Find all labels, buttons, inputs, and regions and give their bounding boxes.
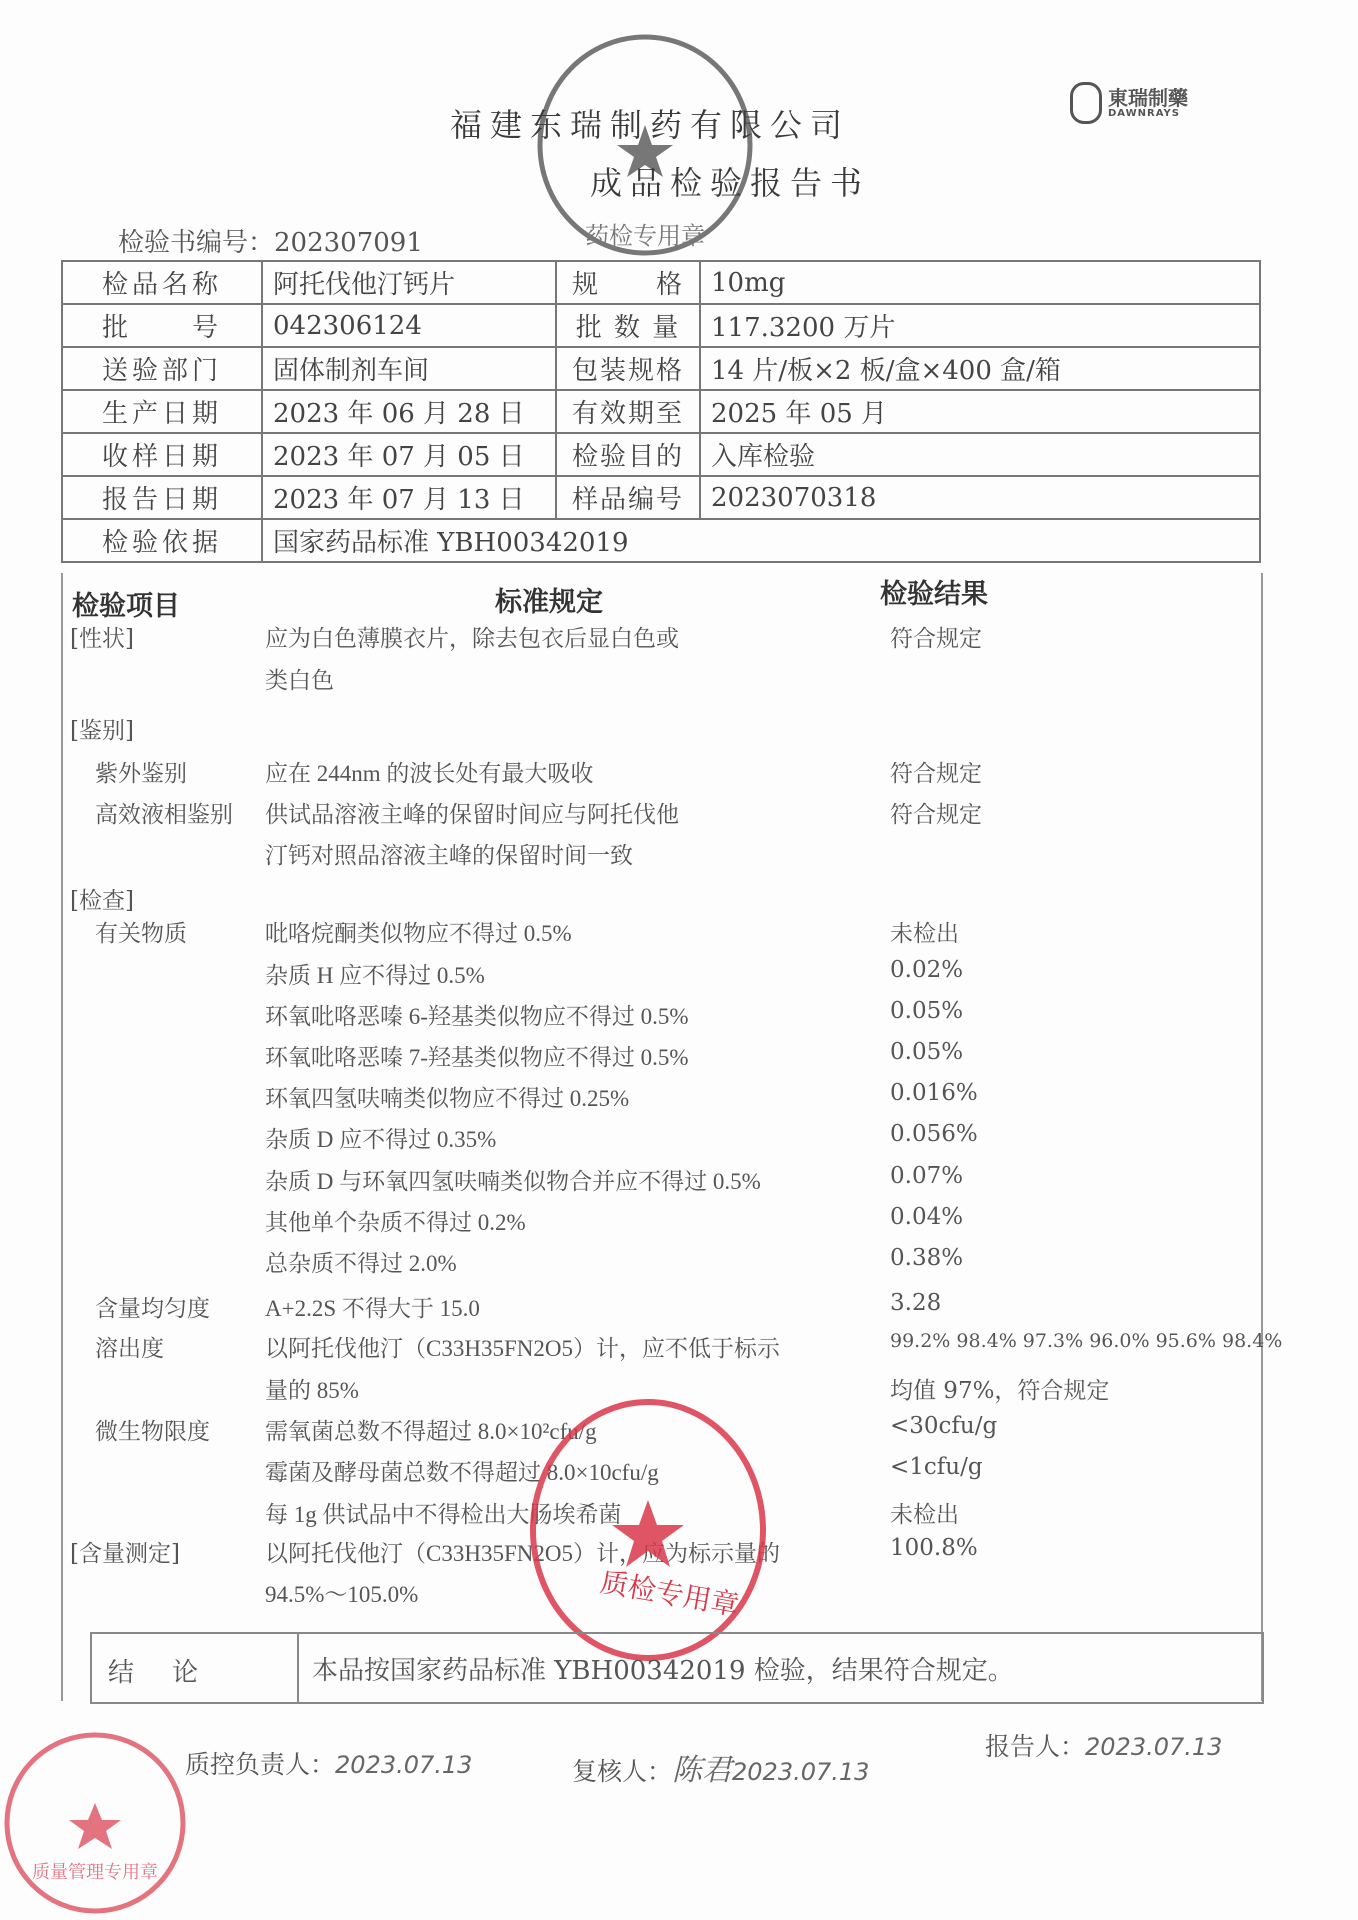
logo-mark-icon (1070, 82, 1102, 124)
test-result: 未检出 (890, 1502, 959, 1528)
test-result: 100.8% (890, 1535, 978, 1561)
info-label: 报告日期 (62, 476, 262, 519)
qc-seal-stamp (518, 1395, 778, 1665)
info-value: 2023 年 07 月 13 日 (262, 476, 556, 519)
conclusion-label: 结 论 (108, 1658, 205, 1688)
test-standard: 应为白色薄膜衣片，除去包衣后显白色或 (265, 626, 679, 651)
test-standard: 杂质 D 应不得过 0.35% (265, 1127, 497, 1152)
test-standard: 需氧菌总数不得超过 8.0×10²cfu/g (265, 1419, 597, 1444)
info-label: 包装规格 (556, 347, 700, 390)
test-result: 0.04% (890, 1204, 964, 1230)
reporter-label: 报告人： (985, 1732, 1086, 1761)
svg-text:药检专用章: 药检专用章 (585, 222, 705, 250)
report-number (118, 222, 423, 259)
test-result: 99.2% 98.4% 97.3% 96.0% 95.6% 98.4% (890, 1330, 1283, 1352)
info-value: 阿托伐他汀钙片 (262, 261, 556, 304)
svg-text:质检专用章: 质检专用章 (597, 1565, 742, 1623)
info-row (62, 433, 1260, 476)
info-label: 收样日期 (62, 433, 262, 476)
column-header-item: 检验项目 (72, 591, 180, 622)
info-label: 有效期至 (556, 390, 700, 433)
info-label: 批 号 (62, 304, 262, 347)
conclusion-row (90, 1632, 1264, 1704)
review-label: 复核人： (572, 1757, 673, 1786)
test-result: 均值 97%，符合规定 (890, 1378, 1110, 1404)
test-standard: 杂质 H 应不得过 0.5% (265, 963, 485, 988)
test-standard: 总杂质不得过 2.0% (265, 1251, 457, 1276)
info-value: 2023 年 06 月 28 日 (262, 390, 556, 433)
test-result: 0.02% (890, 957, 964, 983)
test-standard: 环氧吡咯恶嗪 6-羟基类似物应不得过 0.5% (265, 1004, 689, 1029)
conclusion-text: 本品按国家药品标准 YBH00342019 检验，结果符合规定。 (312, 1656, 1014, 1686)
test-item-name: [性状] (70, 626, 134, 652)
logo-text-cn: 東瑞制藥 (1108, 85, 1188, 110)
info-label: 规 格 (556, 261, 700, 304)
test-standard: 94.5%～105.0% (265, 1582, 419, 1607)
info-value: 2023070318 (700, 476, 1260, 519)
info-label: 样品编号 (556, 476, 700, 519)
test-item-name: 高效液相鉴别 (95, 802, 233, 828)
test-result: <30cfu/g (890, 1413, 998, 1439)
test-item-name: 含量均匀度 (95, 1296, 210, 1322)
review-signature (572, 1745, 869, 1789)
quality-management-seal-stamp (0, 1728, 210, 1918)
info-value: 14 片/板×2 板/盒×400 盒/箱 (700, 347, 1260, 390)
product-info-table (61, 260, 1261, 563)
test-item-name: 紫外鉴别 (95, 761, 187, 787)
info-row (62, 347, 1260, 390)
info-label: 批 数 量 (556, 304, 700, 347)
info-label: 生产日期 (62, 390, 262, 433)
info-row (62, 304, 1260, 347)
info-row (62, 261, 1260, 304)
reporter-date: 2023.07.13 (1085, 1733, 1223, 1761)
report-number-label: 检验书编号： (118, 228, 275, 258)
test-result: <1cfu/g (890, 1454, 983, 1480)
test-standard: 其他单个杂质不得过 0.2% (265, 1210, 526, 1235)
reporter-signature (985, 1727, 1222, 1763)
test-standard: 吡咯烷酮类似物应不得过 0.5% (265, 921, 572, 946)
info-value: 2025 年 05 月 (700, 390, 1260, 433)
test-standard: 环氧吡咯恶嗪 7-羟基类似物应不得过 0.5% (265, 1045, 689, 1070)
test-item-name: 溶出度 (95, 1336, 164, 1362)
test-standard: 以阿托伐他汀（C33H35FN2O5）计，应为标示量的 (265, 1541, 780, 1566)
test-standard: 量的 85% (265, 1378, 359, 1403)
test-standard: A+2.2S 不得大于 15.0 (265, 1296, 480, 1321)
info-label: 检品名称 (62, 261, 262, 304)
logo-text-en: DAWNRAYS (1108, 107, 1180, 119)
test-item-name: 微生物限度 (95, 1419, 210, 1445)
review-signature-name: 陈君 (672, 1753, 733, 1788)
info-value: 入库检验 (700, 433, 1260, 476)
info-value: 042306124 (262, 304, 556, 347)
test-result: 3.28 (890, 1290, 942, 1316)
test-item-name: [鉴别] (70, 718, 134, 744)
basis-label: 检验依据 (62, 519, 262, 562)
test-item-name: [检查] (70, 888, 134, 914)
qc-label: 质控负责人： (185, 1750, 336, 1779)
test-standard: 以阿托伐他汀（C33H35FN2O5）计，应不低于标示 (265, 1336, 780, 1361)
test-standard: 杂质 D 与环氧四氢呋喃类似物合并应不得过 0.5% (265, 1169, 761, 1194)
test-standard: 类白色 (265, 668, 334, 693)
review-date: 2023.07.13 (732, 1758, 870, 1786)
report-number-value: 202307091 (274, 228, 423, 258)
test-item-name: 有关物质 (95, 921, 187, 947)
svg-text:质量管理专用章: 质量管理专用章 (32, 1862, 158, 1883)
test-standard: 供试品溶液主峰的保留时间应与阿托伐他 (265, 802, 679, 827)
info-value: 固体制剂车间 (262, 347, 556, 390)
test-result: 0.05% (890, 1039, 964, 1065)
basis-value: 国家药品标准 YBH00342019 (262, 519, 1260, 562)
report-title: 成品检验报告书 (589, 164, 870, 202)
column-header-result: 检验结果 (880, 579, 988, 610)
test-standard: 应在 244nm 的波长处有最大吸收 (265, 761, 594, 786)
info-value: 10mg (700, 261, 1260, 304)
test-item-name: [含量测定] (70, 1541, 180, 1567)
test-standard: 每 1g 供试品中不得检出大肠埃希菌 (265, 1502, 622, 1527)
test-result: 符合规定 (890, 761, 982, 787)
info-value: 117.3200 万片 (700, 304, 1260, 347)
test-standard: 环氧四氢呋喃类似物应不得过 0.25% (265, 1086, 630, 1111)
test-result: 0.38% (890, 1245, 964, 1271)
test-result: 未检出 (890, 921, 959, 947)
column-header-standard: 标准规定 (495, 587, 603, 618)
company-name: 福建东瑞制药有限公司 (449, 106, 850, 144)
info-value: 2023 年 07 月 05 日 (262, 433, 556, 476)
info-row (62, 476, 1260, 519)
test-result: 0.05% (890, 998, 964, 1024)
test-result: 0.016% (890, 1080, 978, 1106)
test-result: 符合规定 (890, 626, 982, 652)
info-row (62, 390, 1260, 433)
basis-row (62, 519, 1260, 562)
info-label: 检验目的 (556, 433, 700, 476)
test-result: 0.056% (890, 1121, 978, 1147)
test-result: 符合规定 (890, 802, 982, 828)
test-result: 0.07% (890, 1163, 964, 1189)
company-logo (1070, 82, 1188, 124)
info-label: 送验部门 (62, 347, 262, 390)
qc-signature (185, 1745, 472, 1781)
qc-date: 2023.07.13 (335, 1751, 473, 1779)
test-standard: 霉菌及酵母菌总数不得超过 8.0×10cfu/g (265, 1460, 659, 1485)
test-standard: 汀钙对照品溶液主峰的保留时间一致 (265, 843, 633, 868)
